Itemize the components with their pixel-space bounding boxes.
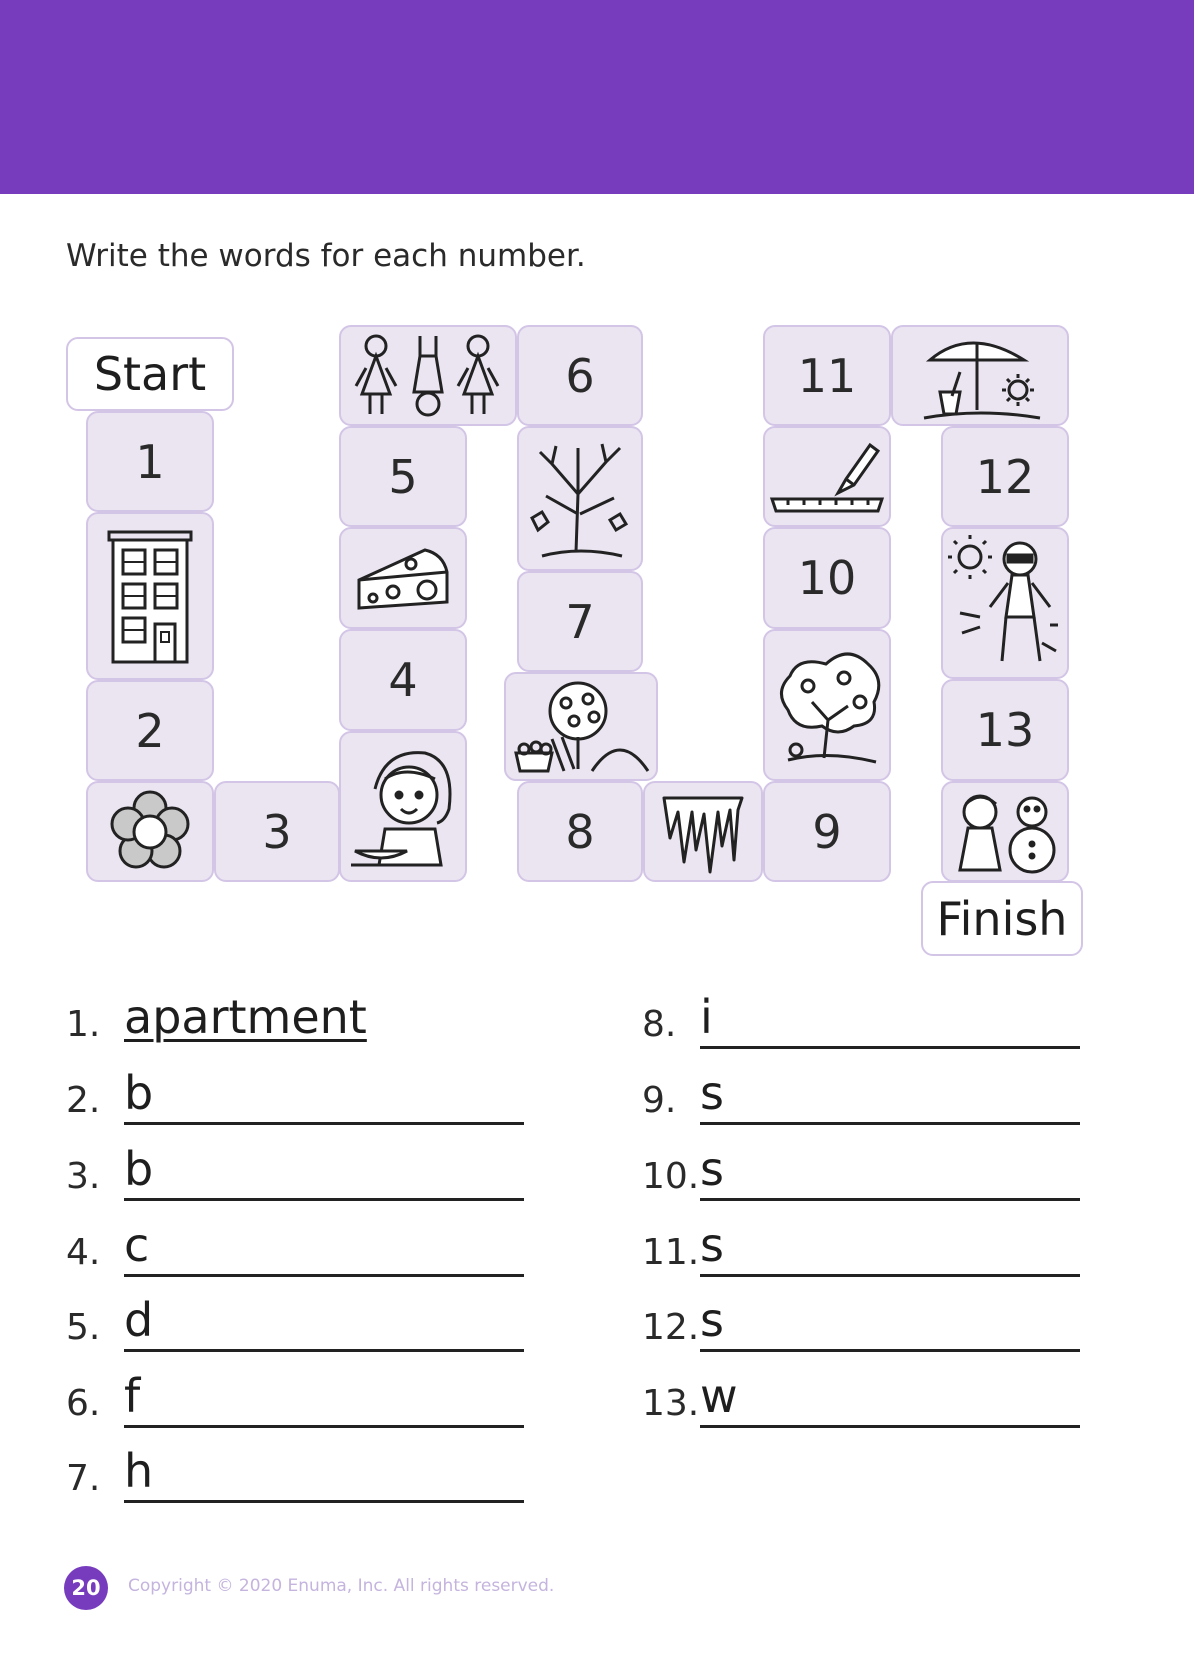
board-picture-children (339, 325, 517, 426)
answer-word: c (124, 1218, 150, 1272)
answer-row-2 (66, 1066, 526, 1136)
board-number-7: 7 (517, 571, 643, 672)
board-picture-beach-umbrella (891, 325, 1069, 426)
answer-number: 5. (66, 1307, 101, 1348)
copyright-text: Copyright © 2020 Enuma, Inc. All rights reserved. (128, 1576, 555, 1596)
answer-row-3 (66, 1142, 526, 1212)
answer-row-11 (642, 1218, 1082, 1288)
answer-line[interactable] (700, 1122, 1080, 1125)
board-number-13: 13 (941, 679, 1069, 781)
board-picture-icicle (643, 781, 763, 882)
answer-row-12 (642, 1293, 1082, 1363)
kids-snowman-icon (946, 786, 1064, 878)
blossom-tree-icon (768, 640, 886, 770)
answer-row-9 (642, 1066, 1082, 1136)
answer-word: i (700, 990, 713, 1044)
board-picture-bare-tree (517, 426, 643, 571)
board-number-11: 11 (763, 325, 891, 426)
board-number-8: 8 (517, 781, 643, 882)
board-number-2: 2 (86, 680, 214, 781)
answer-line[interactable] (700, 1274, 1080, 1277)
answer-word: w (700, 1369, 738, 1423)
answer-number: 13. (642, 1383, 700, 1424)
board-picture-pencil-ruler (763, 426, 891, 527)
answer-word: s (700, 1293, 724, 1347)
beach-umbrella-icon (900, 330, 1060, 422)
answer-number: 2. (66, 1080, 101, 1121)
answer-word: apartment (124, 990, 367, 1044)
icicle-icon (658, 790, 748, 874)
answer-number: 6. (66, 1383, 101, 1424)
start-label: Start (66, 337, 234, 411)
board-picture-sunbather (941, 527, 1069, 679)
cheese-icon (353, 542, 453, 614)
answer-number: 7. (66, 1458, 101, 1499)
board-number-10: 10 (763, 527, 891, 629)
answer-number: 3. (66, 1156, 101, 1197)
answer-line[interactable] (700, 1425, 1080, 1428)
answer-line[interactable] (700, 1349, 1080, 1352)
answer-number: 1. (66, 1004, 101, 1045)
board-picture-cheese (339, 527, 467, 629)
answer-number: 8. (642, 1004, 677, 1045)
answer-row-4 (66, 1218, 526, 1288)
board-number-5: 5 (339, 426, 467, 527)
board-number-9: 9 (763, 781, 891, 882)
board-picture-flower (86, 781, 214, 882)
apple-harvest-icon (508, 677, 654, 777)
girl-eating-icon (345, 739, 461, 875)
answer-row-6 (66, 1369, 526, 1439)
answer-row-1 (66, 990, 526, 1060)
answer-line[interactable] (700, 1046, 1080, 1049)
flower-icon (107, 789, 193, 875)
header-banner (0, 0, 1194, 194)
board-number-6: 6 (517, 325, 643, 426)
answer-word: f (124, 1369, 141, 1423)
pencil-ruler-icon (768, 439, 886, 515)
answer-line[interactable] (124, 1349, 524, 1352)
board-picture-kids-snowman (941, 781, 1069, 882)
answer-word: s (700, 1142, 724, 1196)
answer-row-7 (66, 1444, 526, 1514)
answer-row-8 (642, 990, 1082, 1060)
board-picture-apple-harvest (504, 672, 658, 781)
answer-line[interactable] (700, 1198, 1080, 1201)
board-number-4: 4 (339, 629, 467, 731)
board-picture-apartment (86, 512, 214, 680)
page-number-badge: 20 (64, 1566, 108, 1610)
sunbather-icon (946, 533, 1064, 673)
answer-number: 9. (642, 1080, 677, 1121)
answer-word: b (124, 1066, 154, 1120)
instruction-text: Write the words for each number. (66, 238, 586, 274)
answer-row-5 (66, 1293, 526, 1363)
answer-number: 12. (642, 1307, 700, 1348)
answer-row-10 (642, 1142, 1082, 1212)
answer-word: s (700, 1218, 724, 1272)
bare-tree-icon (522, 434, 638, 564)
answer-line[interactable] (124, 1425, 524, 1428)
board-picture-girl-eating (339, 731, 467, 882)
answer-word: h (124, 1444, 154, 1498)
answer-word: d (124, 1293, 154, 1347)
answer-word: s (700, 1066, 724, 1120)
board-picture-blossom-tree (763, 629, 891, 781)
answer-line[interactable] (124, 1198, 524, 1201)
finish-label: Finish (921, 881, 1083, 956)
answer-word: b (124, 1142, 154, 1196)
board-number-3: 3 (214, 781, 340, 882)
answer-number: 4. (66, 1232, 101, 1273)
children-hanging-icon (348, 332, 508, 420)
answer-line[interactable] (124, 1274, 524, 1277)
answer-number: 11. (642, 1232, 700, 1273)
apartment-icon (95, 526, 205, 666)
answer-row-13 (642, 1369, 1082, 1439)
board-number-1: 1 (86, 411, 214, 512)
answer-line[interactable] (124, 1500, 524, 1503)
answer-line[interactable] (124, 1122, 524, 1125)
answer-number: 10. (642, 1156, 700, 1197)
board-number-12: 12 (941, 426, 1069, 527)
